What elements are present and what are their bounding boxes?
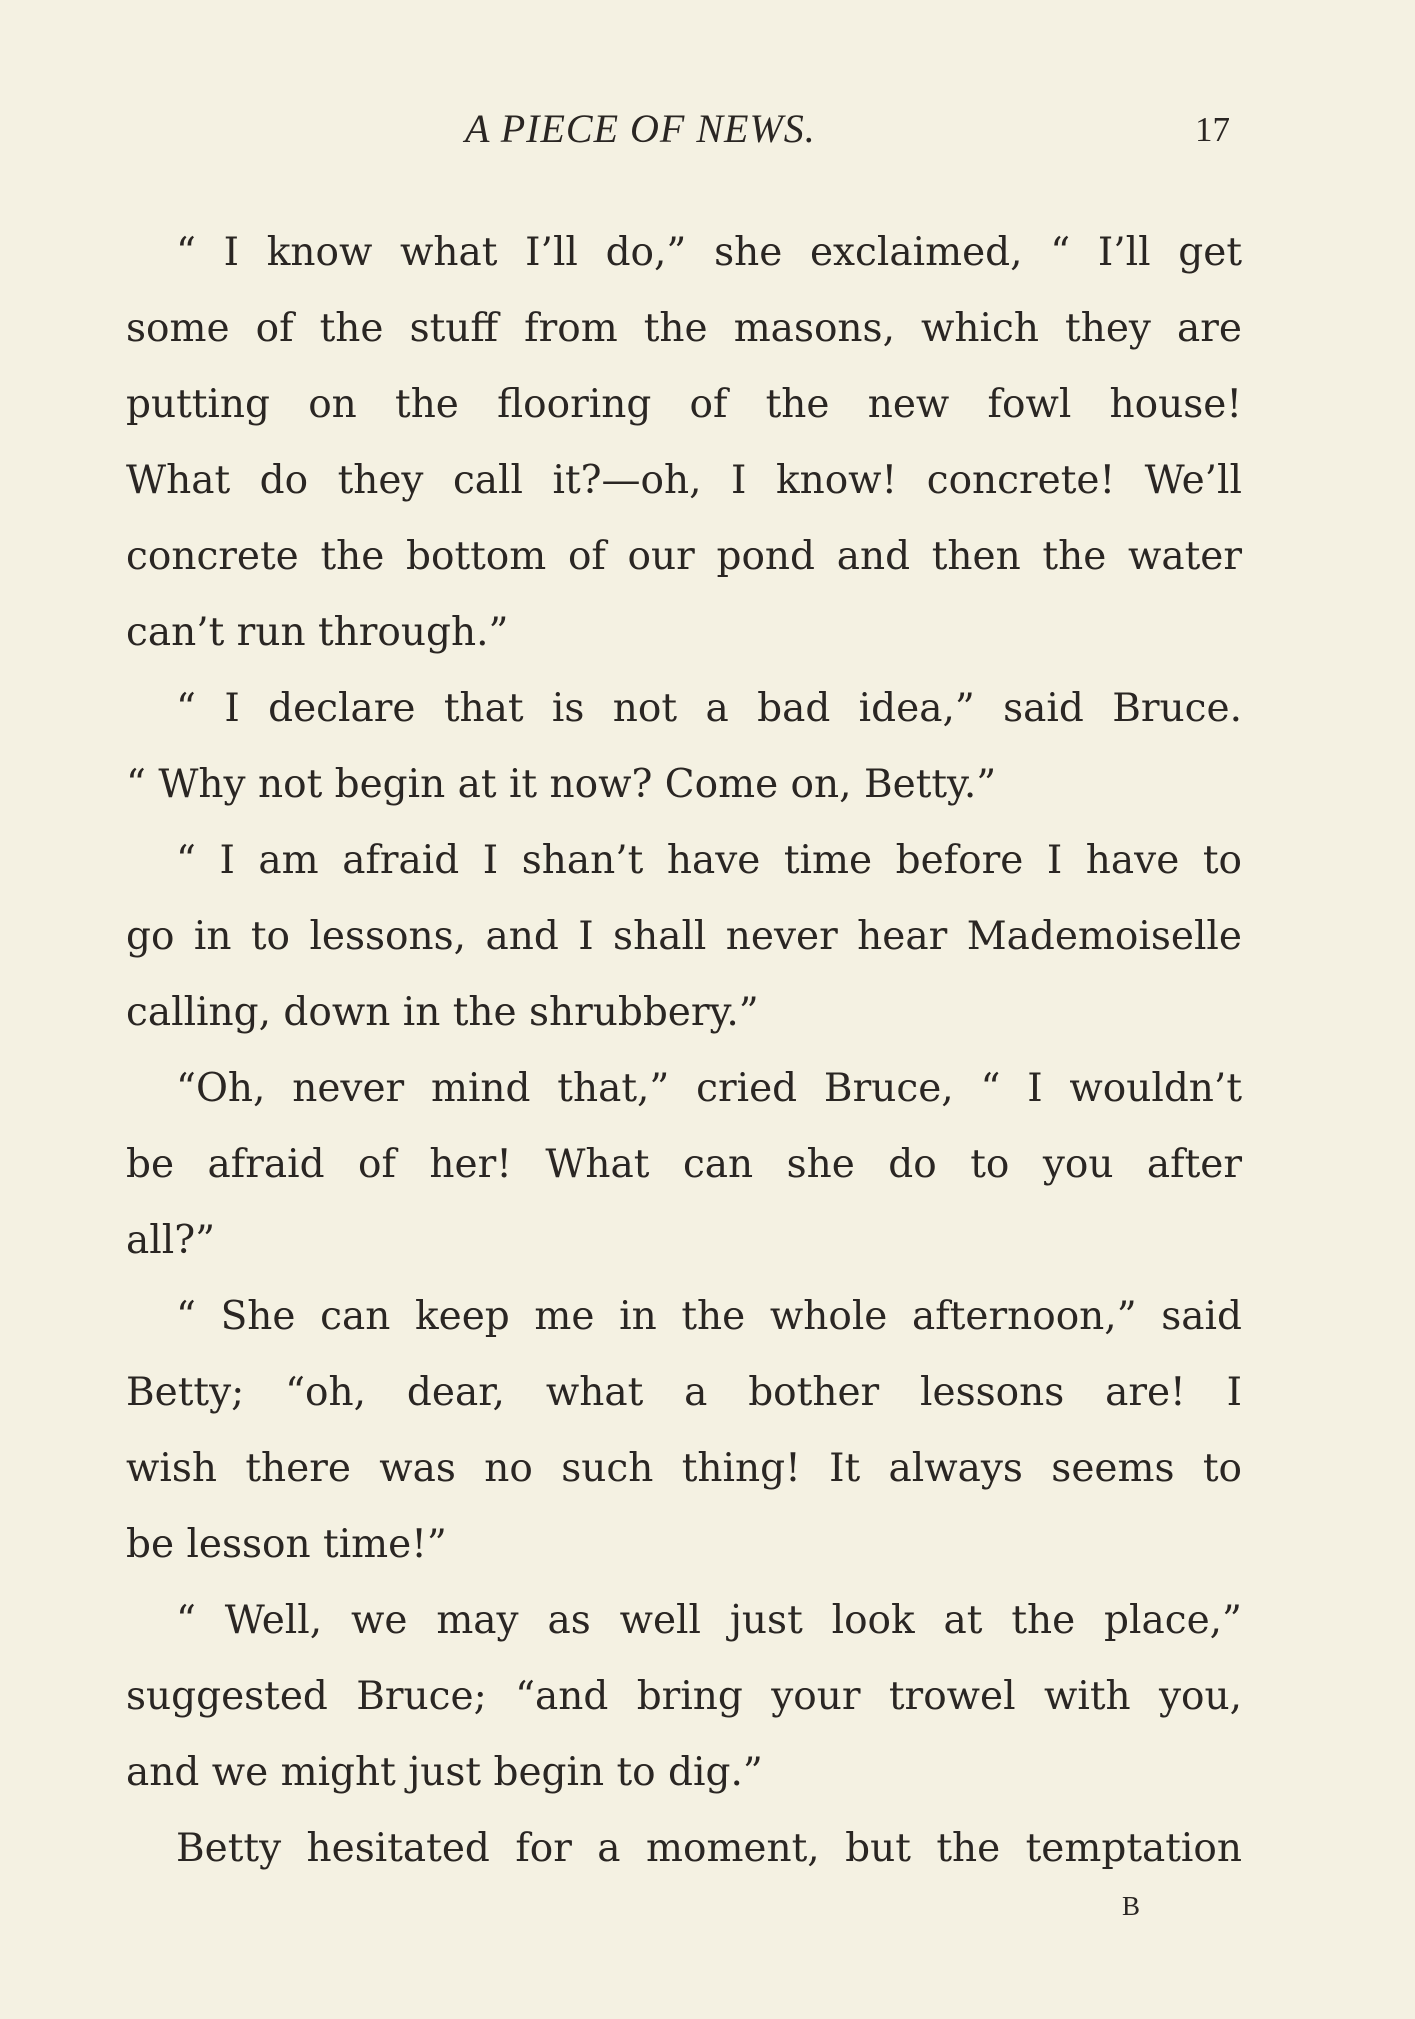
text-line: some of the stuff from the masons, which they are (126, 306, 1242, 351)
text-line: “ Well, we may as well just look at the place,” (176, 1598, 1242, 1643)
text-line: “ She can keep me in the whole afternoon,” said (176, 1294, 1242, 1339)
signature-mark: B (1122, 1891, 1141, 1921)
text-line: Betty hesitated for a moment, but the temptation (176, 1826, 1242, 1871)
text-line: all?” (126, 1218, 216, 1263)
text-line: “ I declare that is not a bad idea,” said Bruce. (176, 686, 1242, 731)
text-line: be afraid of her! What can she do to you after (126, 1142, 1242, 1187)
text-line: can’t run through.” (126, 610, 509, 655)
page-header (0, 105, 1415, 165)
text-line: wish there was no such thing! It always seems to (126, 1446, 1242, 1491)
text-line: “ Why not begin at it now? Come on, Betty.” (126, 762, 997, 807)
body-text (126, 215, 1242, 1887)
page-number: 17 (1195, 110, 1230, 149)
text-line: “ I know what I’ll do,” she exclaimed, “ I’ll get (176, 230, 1242, 275)
text-line: calling, down in the shrubbery.” (126, 990, 759, 1035)
text-line: and we might just begin to dig.” (126, 1750, 763, 1795)
text-line: be lesson time!” (126, 1522, 447, 1567)
text-line: Betty; “oh, dear, what a bother lessons are! I (126, 1370, 1242, 1415)
text-line: suggested Bruce; “and bring your trowel with you, (126, 1674, 1242, 1719)
running-head: A PIECE OF NEWS. (465, 106, 816, 151)
text-line: go in to lessons, and I shall never hear Mademoiselle (126, 914, 1242, 959)
text-line: concrete the bottom of our pond and then the water (126, 534, 1242, 579)
text-line: “Oh, never mind that,” cried Bruce, “ I wouldn’t (176, 1066, 1242, 1111)
text-line: “ I am afraid I shan’t have time before I have to (176, 838, 1242, 883)
text-line: putting on the flooring of the new fowl house! (126, 382, 1242, 427)
text-line: What do they call it?—oh, I know! concrete! We’ll (126, 458, 1242, 503)
